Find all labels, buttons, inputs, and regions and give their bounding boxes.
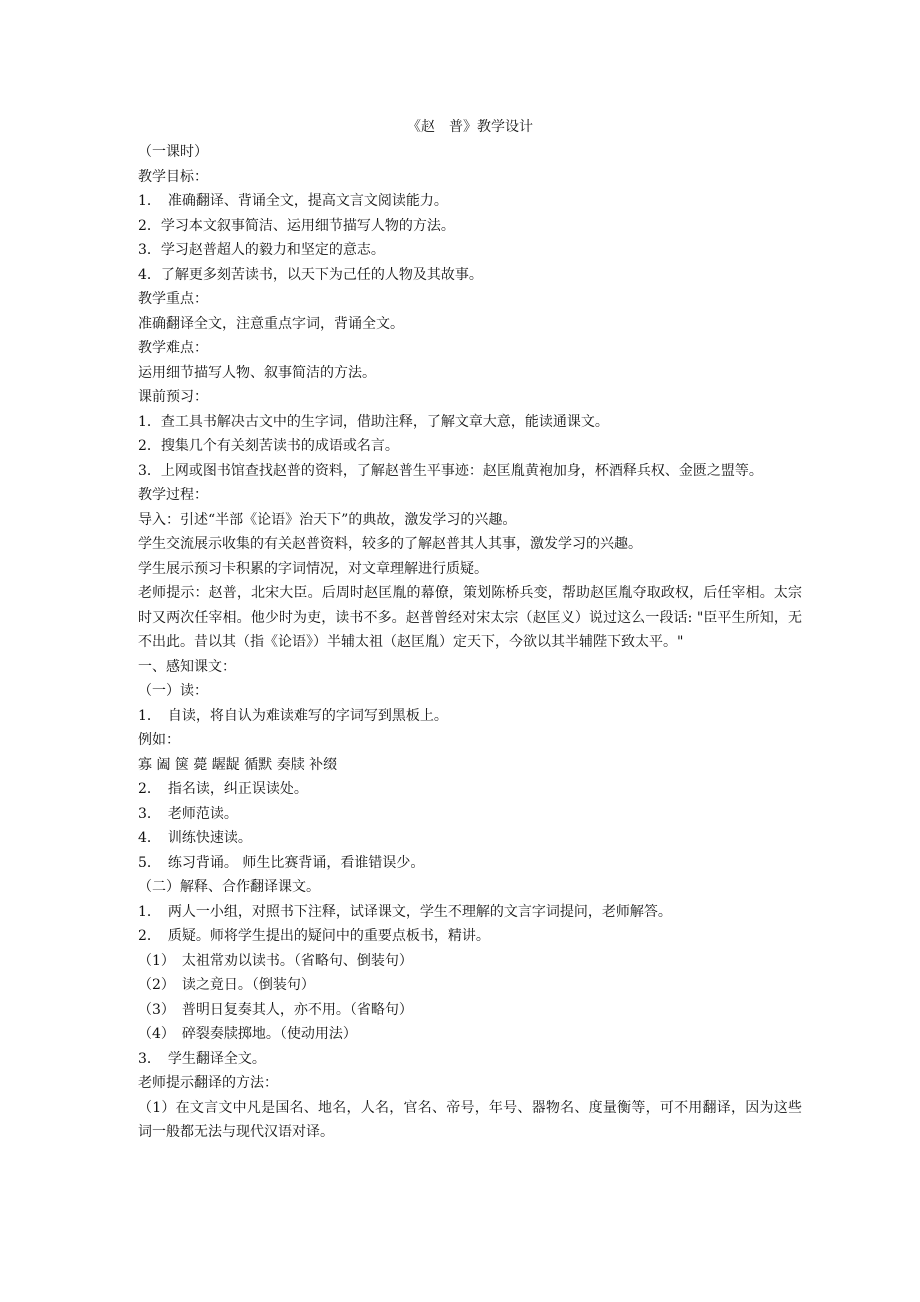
translate-item-2: 2． 质疑。师将学生提出的疑问中的重要点板书，精讲。 xyxy=(138,928,490,944)
subsection-read: （一）读： xyxy=(138,683,208,699)
goal-item-1: 1． 准确翻译、背诵全文，提高文言文阅读能力。 xyxy=(138,193,448,209)
goal-item-3: 3．学习赵普超人的毅力和坚定的意志。 xyxy=(138,242,385,258)
difficulties-text: 运用细节描写人物、叙事简洁的方法。 xyxy=(138,364,376,381)
goal-item-2: 2．学习本文叙事简洁、运用细节描写人物的方法。 xyxy=(138,217,455,234)
process-intro: 导入：引述“半部《论语》治天下”的典故，激发学习的兴趣。 xyxy=(138,511,517,528)
subsection-translate: （二）解释、合作翻译课文。 xyxy=(138,879,320,895)
read-item-2: 2． 指名读，纠正误读处。 xyxy=(138,781,308,797)
example-label: 例如： xyxy=(138,732,180,748)
process-exchange: 学生交流展示收集的有关赵普资料，较多的了解赵普其人其事，激发学习的兴趣。 xyxy=(138,536,642,552)
translate-item-1: 1． 两人一小组，对照书下注释，试译课文，学生不理解的文言字词提问，老师解答。 xyxy=(138,903,672,920)
read-item-5: 5． 练习背诵。 师生比赛背诵，看谁错误少。 xyxy=(138,854,425,871)
paragraph-lesson-count: （一课时） xyxy=(138,144,208,160)
translate-item-3: 3． 学生翻译全文。 xyxy=(138,1050,266,1067)
read-item-3: 3． 老师范读。 xyxy=(138,805,238,822)
sentence-item-1: （1） 太祖常劝以读书。（省略句、倒装句） xyxy=(138,952,413,969)
key-points-text: 准确翻译全文，注意重点字词，背诵全文。 xyxy=(138,315,404,332)
read-item-4: 4． 训练快速读。 xyxy=(138,830,252,846)
heading-difficulties: 教学难点： xyxy=(138,340,208,356)
document-body xyxy=(138,115,802,1145)
sentence-item-4: （4） 碎裂奏牍掷地。（使动用法） xyxy=(138,1026,357,1042)
heading-teaching-goals: 教学目标： xyxy=(138,168,208,185)
goal-item-4: 4．了解更多刻苦读书，以天下为己任的人物及其故事。 xyxy=(138,266,483,283)
heading-preview: 课前预习： xyxy=(138,389,208,405)
translation-method-heading: 老师提示翻译的方法： xyxy=(138,1075,278,1091)
sentence-item-3: （3） 普明日复奏其人，亦不用。（省略句） xyxy=(138,1001,413,1018)
heading-process: 教学过程： xyxy=(138,487,208,503)
preview-item-1: 1．查工具书解决古文中的生字词，借助注释，了解文章大意，能读通课文。 xyxy=(138,413,609,430)
read-item-1: 1． 自读，将自认为难读难写的字词写到黑板上。 xyxy=(138,707,448,724)
section-perceive-text: 一、感知课文： xyxy=(138,658,236,675)
heading-key-points: 教学重点： xyxy=(138,291,208,307)
document-title: 《赵 普》教学设计 xyxy=(407,119,533,135)
translation-method-1: （1）在文言文中凡是国名、地名，人名，官名、帝号，年号、器物名、度量衡等，可不用翻译，因为这些词一般都无法与现代汉语对译。 xyxy=(138,1099,802,1140)
preview-item-3: 3．上网或图书馆查找赵普的资料，了解赵普生平事迹：赵匡胤黄袍加身，杯酒释兵权、金匮之盟等。 xyxy=(138,462,763,479)
teacher-tip-zhaopu: 老师提示：赵普，北宋大臣。后周时赵匡胤的幕僚，策划陈桥兵变，帮助赵匡胤夺取政权，后任宰相。太宗时又两次任宰相。他少时为吏，读书不多。赵普曾经对宋太宗（赵匡义）说过这么一段话: "臣平生所知，无不出此。昔以其（指《论语》）半辅太祖（赵匡胤）定天下，今欲以其半辅陛下致太平。" xyxy=(138,585,802,650)
sentence-item-2: （2） 读之竟日。（倒装句） xyxy=(138,977,315,993)
preview-item-2: 2．搜集几个有关刻苦读书的成语或名言。 xyxy=(138,438,399,454)
example-words: 寡 阖 箧 薨 龌龊 循默 奏牍 补缀 xyxy=(138,756,338,773)
process-preview-card: 学生展示预习卡积累的字词情况，对文章理解进行质疑。 xyxy=(138,560,488,577)
